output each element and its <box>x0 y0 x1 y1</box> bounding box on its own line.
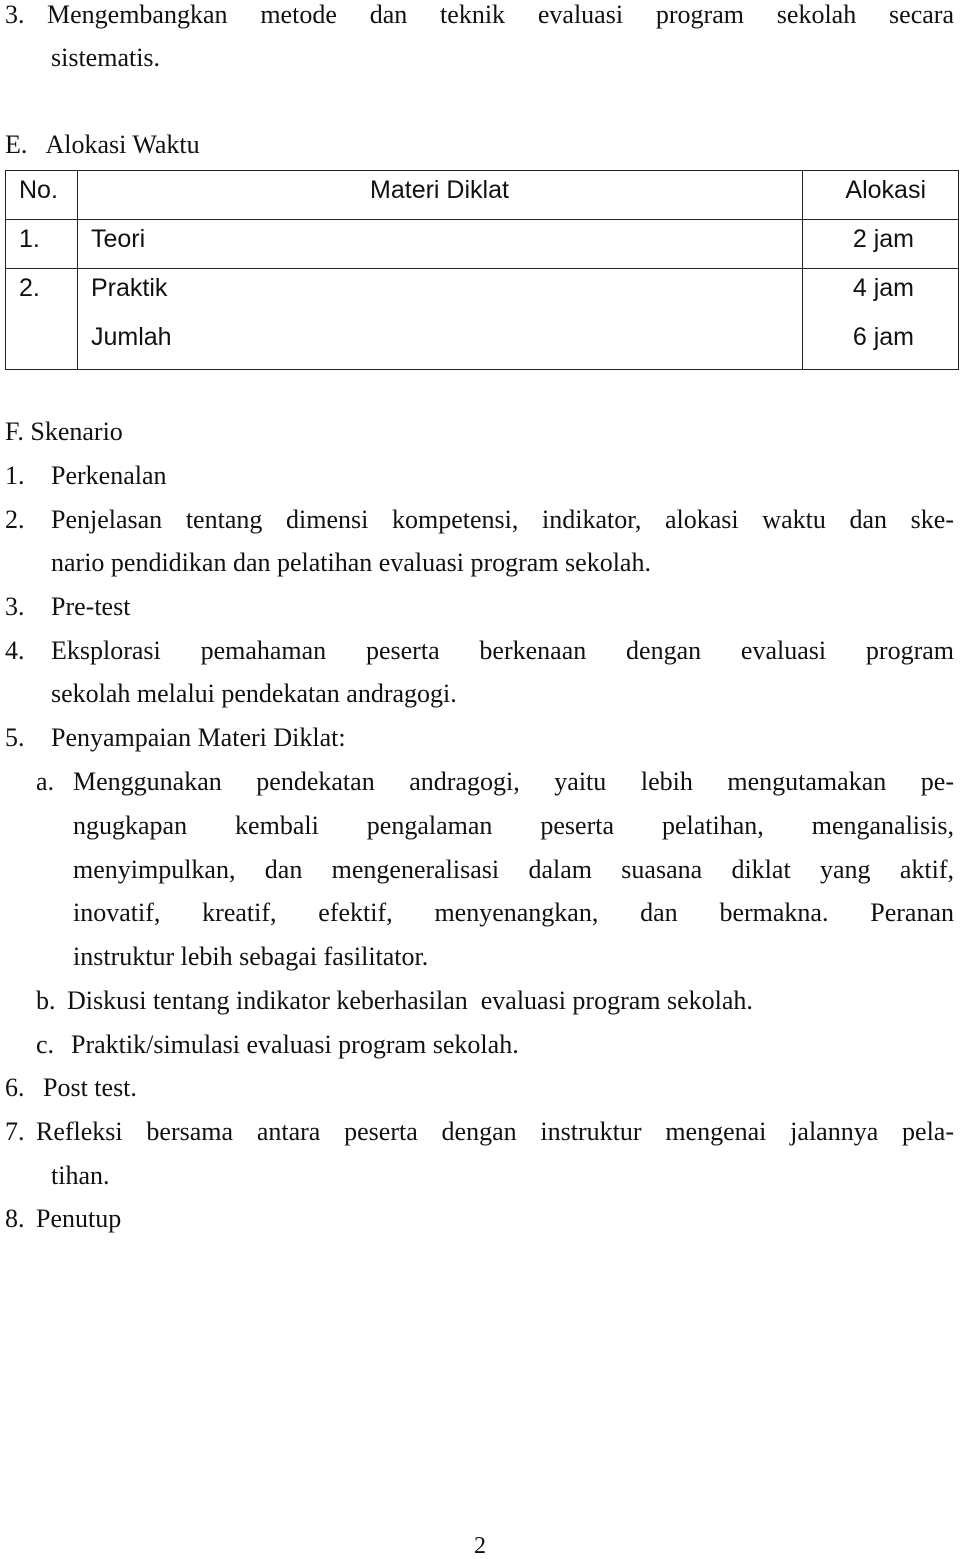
sub-item-a-line-5: instruktur lebih sebagai fasilitator. <box>73 942 429 971</box>
sub-item-a-line-3: menyimpulkan, dan mengeneralisasi dalam suasana diklat yang aktif, <box>73 855 954 884</box>
scenario-item-2-line-2: nario pendidikan dan pelatihan evaluasi program sekolah. <box>51 548 651 577</box>
scenario-item-1-number: 1. <box>5 461 25 490</box>
scenario-item-6-number: 6. <box>5 1073 25 1102</box>
scenario-item-4-line-1: Eksplorasi pemahaman peserta berkenaan dengan evaluasi program <box>51 636 954 665</box>
table-header-materi: Materi Diklat <box>370 176 509 204</box>
table-total-alokasi: 6 jam <box>852 323 914 351</box>
table-row-1-materi: Teori <box>91 225 146 253</box>
table-row-divider <box>6 219 958 220</box>
scenario-item-4-number: 4. <box>5 636 25 665</box>
scenario-item-3-number: 3. <box>5 592 25 621</box>
scenario-item-4-line-2: sekolah melalui pendekatan andragogi. <box>51 679 457 708</box>
sub-item-b-text: Diskusi tentang indikator keberhasilan evaluasi program sekolah. <box>67 986 753 1015</box>
table-row-1-alokasi: 2 jam <box>852 225 914 253</box>
scenario-item-7-line-2: tihan. <box>51 1161 110 1190</box>
sub-item-c-text: Praktik/simulasi evaluasi program sekolah. <box>71 1030 519 1059</box>
table-row-2-alokasi: 4 jam <box>852 274 914 302</box>
scenario-item-1-text: Perkenalan <box>51 461 167 490</box>
table-header-alokasi: Alokasi <box>845 176 926 204</box>
sub-item-c-letter: c. <box>36 1030 55 1059</box>
scenario-item-5-number: 5. <box>5 723 25 752</box>
sub-item-a-line-2: ngugkapan kembali pengalaman peserta pelatihan, menganalisis, <box>73 811 954 840</box>
table-header-no: No. <box>19 176 58 204</box>
scenario-item-8-text: Penutup <box>36 1204 122 1233</box>
table-row-divider <box>6 268 958 269</box>
scenario-item-2-number: 2. <box>5 505 25 534</box>
sub-item-a-line-1: Menggunakan pendekatan andragogi, yaitu lebih mengutamakan pe- <box>73 767 954 796</box>
scenario-item-8-number: 8. <box>5 1204 25 1233</box>
page-number: 2 <box>474 1533 486 1559</box>
section-f-heading: F. Skenario <box>5 417 123 446</box>
table-row-2-materi: Praktik <box>91 274 168 302</box>
intro-item-line-2: sistematis. <box>51 43 161 72</box>
table-row-2-no: 2. <box>19 274 40 302</box>
scenario-item-7-line-1: Refleksi bersama antara peserta dengan instruktur mengenai jalannya pela- <box>36 1117 954 1146</box>
table-total-label: Jumlah <box>91 323 172 351</box>
sub-item-a-line-4: inovatif, kreatif, efektif, menyenangkan, dan bermakna. Peranan <box>73 898 954 927</box>
table-row-1-no: 1. <box>19 225 40 253</box>
allocation-table <box>5 170 959 370</box>
scenario-item-2-line-1: Penjelasan tentang dimensi kompetensi, indikator, alokasi waktu dan ske- <box>51 505 954 534</box>
intro-item-line-1: Mengembangkan metode dan teknik evaluasi program sekolah secara <box>47 0 954 29</box>
scenario-item-7-number: 7. <box>5 1117 25 1146</box>
sub-item-a-letter: a. <box>36 767 55 796</box>
sub-item-b-letter: b. <box>36 986 56 1015</box>
intro-item-number: 3. <box>5 0 25 29</box>
section-e-heading: E. Alokasi Waktu <box>5 130 200 159</box>
scenario-item-6-text: Post test. <box>43 1073 137 1102</box>
scenario-item-3-text: Pre-test <box>51 592 131 621</box>
scenario-item-5-text: Penyampaian Materi Diklat: <box>51 723 346 752</box>
